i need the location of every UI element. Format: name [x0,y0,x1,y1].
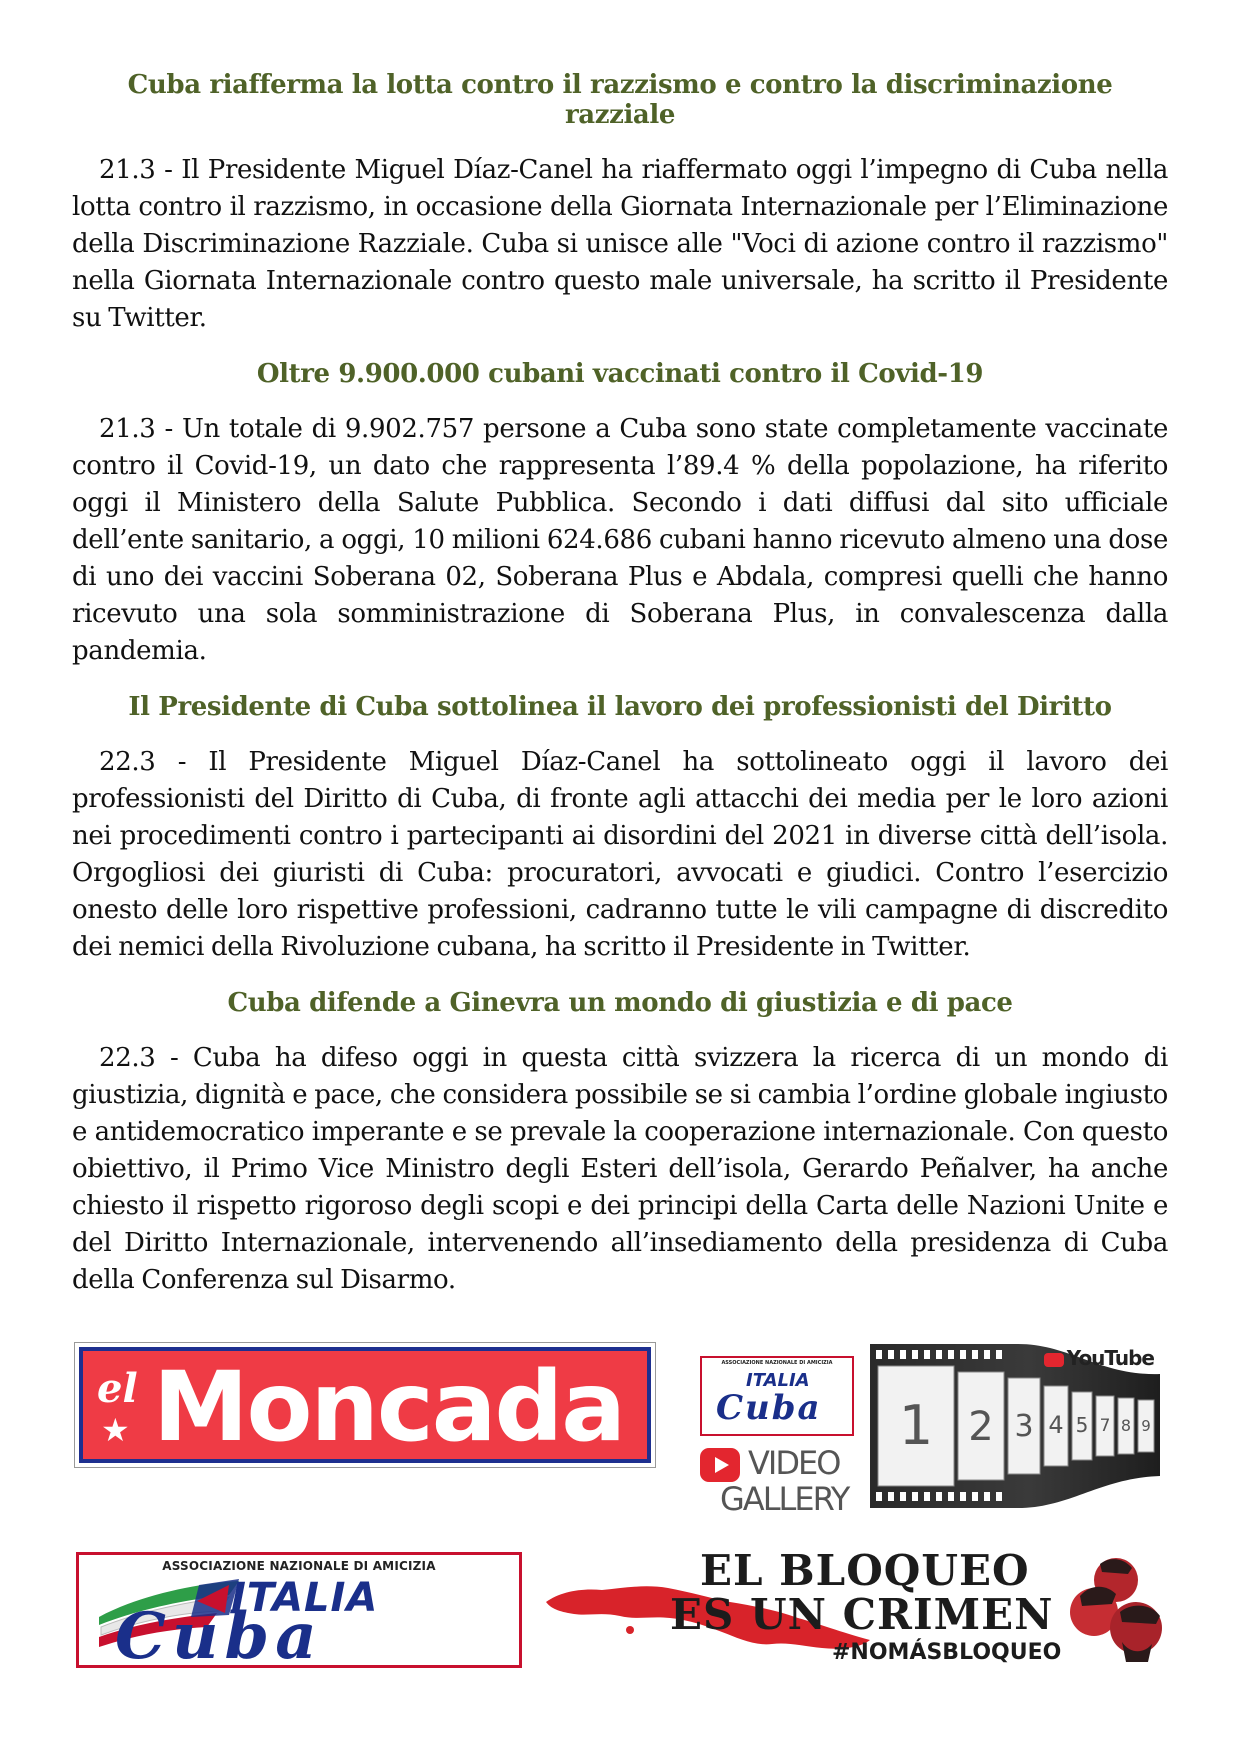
association-caption: ASSOCIAZIONE NAZIONALE DI AMICIZIA [162,1559,436,1573]
video-gallery-label [700,1444,860,1514]
article-racism-body: 21.3 - Il Presidente Miguel Díaz-Canel ha riaffermato oggi l’impegno di Cuba nella lotta contro il razzismo, in occasione della Giornata Internazionale per l’Eliminazione della Discriminazione Razziale. Cuba si unisce alle "Voci di azione contro il razzismo" nella Giornata Internazionale contro questo male universale, ha scritto il Presidente su Twitter. [72,155,1168,333]
article-vaccination-body: 21.3 - Un totale di 9.902.757 persone a Cuba sono state completamente vaccinate contro il Covid-19, un dato che rappresenta l’89.4 % della popolazione, ha riferito oggi il Ministero della Salute Pubblica. Secondo i dati diffusi dal sito ufficiale dell’ente sanitario, a oggi, 10 milioni 624.686 cubani hanno ricevuto almeno una dose di uno dei vaccini Soberana 02, Soberana Plus e Abdala, compresi quelli che hanno ricevuto una sola somministrazione di Soberana Plus, in convalescenza dalla pandemia. [72,414,1168,666]
headline-geneva: Cuba difende a Ginevra un mondo di giustizia e di pace [227,988,1013,1018]
video-gallery-banner[interactable] [690,1336,1160,1516]
countdown-3: 3 [1014,1409,1034,1444]
countdown-1: 1 [898,1394,934,1457]
countdown-8: 8 [1120,1416,1132,1435]
association-cuba: Cuba [115,1599,323,1668]
el-moncada-panel [79,1347,651,1463]
countdown-7: 7 [1099,1416,1111,1436]
star-icon: ★ [101,1411,130,1449]
moncada-prefix: el [97,1365,138,1412]
association-italia: ITALIA [231,1575,379,1621]
headline-vaccination: Oltre 9.900.000 cubani vaccinati contro il Covid-19 [256,359,984,389]
countdown-9: 9 [1141,1417,1151,1435]
el-moncada-banner[interactable] [74,1342,656,1468]
countdown-2: 2 [968,1404,994,1450]
play-icon [700,1448,740,1482]
mini-logo-italia: ITALIA [746,1370,810,1391]
youtube-icon [1044,1353,1064,1367]
bloqueo-banner[interactable] [540,1544,1170,1678]
countdown-5: 5 [1075,1413,1089,1437]
italia-cuba-mini-logo [700,1356,854,1436]
article-geneva-body: 22.3 - Cuba ha difeso oggi in questa città svizzera la ricerca di un mondo di giustizia, dignità e pace, che considera possibile se si cambia l’ordine globale ingiusto e antidemocratico imperante e se prevale la cooperazione internazionale. Con questo obiettivo, il Primo Vice Ministro degli Esteri dell’isola, Gerardo Peñalver, ha anche chiesto il rispetto rigoroso degli scopi e dei principi della Carta delle Nazioni Unite e del Diritto Internazionale, intervenendo all’insediamento della presidenza di Cuba della Conferenza sul Disarmo. [72,1043,1168,1295]
italia-cuba-banner[interactable] [76,1552,522,1668]
youtube-badge [1044,1346,1154,1370]
headline-law-professionals: Il Presidente di Cuba sottolinea il lavoro dei professionisti del Diritto [128,692,1112,722]
article-column [72,70,1168,1321]
mini-logo-cuba: Cuba [716,1388,822,1428]
bloqueo-hashtag: #NOMÁSBLOQUEO [832,1640,1062,1665]
headline-racism: Cuba riafferma la lotta contro il razzismo e contro la discriminazione razziale [127,70,1113,130]
youtube-label: YouTube [1066,1346,1154,1370]
gallery-label: GALLERY [720,1480,849,1516]
article-law-professionals-body: 22.3 - Il Presidente Miguel Díaz-Canel ha sottolineato oggi il lavoro dei professionisti del Diritto di Cuba, di fronte agli attacchi dei media per le loro azioni nei procedimenti contro i partecipanti ai disordini del 2021 in diverse città dell’isola. Orgogliosi dei giuristi di Cuba: procuratori, avvocati e giudici. Contro l’esercizio onesto delle loro rispettive professioni, cadranno tutte le vili campagne di discredito dei nemici della Rivoluzione cubana, ha scritto il Presidente in Twitter. [72,747,1168,962]
revolutionary-portraits-icon [1060,1550,1170,1670]
moncada-name: Moncada [153,1351,625,1463]
countdown-4: 4 [1048,1411,1064,1439]
bloqueo-line-2: ES UN CRIMEN [670,1590,1054,1639]
video-label: VIDEO [748,1444,840,1482]
bloqueo-line-1: EL BLOQUEO [700,1546,1030,1595]
mini-logo-caption: ASSOCIAZIONE NAZIONALE DI AMICIZIA [721,1360,833,1366]
